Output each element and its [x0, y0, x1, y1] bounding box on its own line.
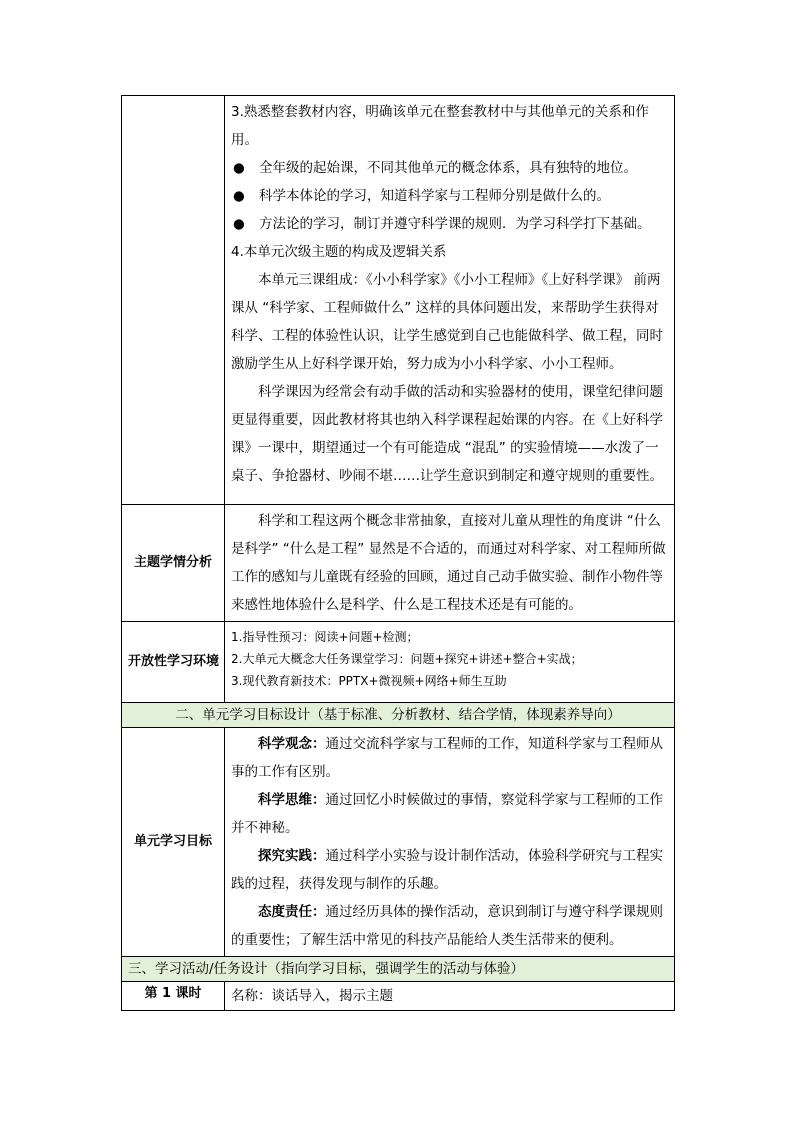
goal-item: 科学思维：通过回忆小时候做过的事情，察觉科学家与工程师的工作并不神秘。: [231, 792, 663, 836]
overview-content-cell: [225, 96, 675, 505]
open-env-label: 开放性学习环境: [122, 622, 225, 703]
section3-header-row: [122, 957, 675, 982]
unit-design-table: [121, 95, 675, 1011]
open-env-row: [122, 622, 675, 703]
paragraph: 科学课因为经常会有动手做的活动和实验器材的使用，课堂纪律问题更显得重要，因此教材将其也纳入科学课程起始课的内容。在《上好科学课》一课中，期望通过一个有可能造成 “混乱” 的实验情境——水泼了一桌子、争抢器材、吵闹不堪……让学生意识到制定和遵守规则的重要性。: [231, 384, 663, 484]
paragraph: 本单元三课组成：《小小科学家》《小小工程师》《上好科学课》 前两课从 “科学家、工程师做什么” 这样的具体问题出发，来帮助学生获得对科学、工程的体验性认识，让学生感觉到自己也能做科学、做工程，同时激励学生从上好科学课开始，努力成为小小科学家、小小工程师。: [231, 272, 663, 372]
bullet-item: ● 科学本体论的学习，知道科学家与工程师分别是做什么的。: [231, 182, 668, 210]
learner-analysis-label: 主题学情分析: [122, 505, 225, 622]
overview-row: [122, 96, 675, 505]
lesson1-label: 第 1 课时: [122, 982, 225, 1011]
list-item: 1.指导性预习：阅读+问题+检测；: [231, 630, 419, 644]
unit-goals-label: 单元学习目标: [122, 728, 225, 957]
section3-header: 三、学习活动/任务设计（指向学习目标，强调学生的活动与体验）: [122, 957, 675, 982]
unit-goals-content: [225, 728, 675, 957]
paragraph: 科学和工程这两个概念非常抽象，直接对儿童从理性的角度讲 “什么是科学” “什么是工程” 显然是不合适的，而通过对科学家、对工程师所做工作的感知与儿童既有经验的回顾，通过自己动手做实验、制作小物件等来感性地体验什么是科学、什么是工程技术还是有可能的。: [231, 513, 666, 613]
overview-label-cell: [122, 96, 225, 505]
open-env-content: [225, 622, 675, 703]
bullet-item: ● 方法论的学习，制订并遵守科学课的规则．为学习科学打下基础。: [231, 210, 668, 238]
lesson1-row: [122, 982, 675, 1011]
item3-title: 3.熟悉整套教材内容，明确该单元在整套教材中与其他单元的关系和作用。: [231, 104, 649, 148]
lesson1-name: 名称：谈话导入，揭示主题: [225, 982, 675, 1011]
item4-title: 4.本单元次级主题的构成及逻辑关系: [231, 244, 447, 260]
learner-analysis-content: [225, 505, 675, 622]
bullet-dot-icon: ●: [233, 216, 245, 232]
learner-analysis-row: [122, 505, 675, 622]
document-page: [121, 95, 674, 1011]
list-item: 2.大单元大概念大任务课堂学习：问题+探究+讲述+整合+实战；: [231, 652, 583, 666]
unit-goals-row: [122, 728, 675, 957]
bullet-dot-icon: ●: [233, 188, 245, 204]
goal-item: 探究实践：通过科学小实验与设计制作活动，体验科学研究与工程实践的过程，获得发现与制作的乐趣。: [231, 848, 663, 892]
bullet-item: ● 全年级的起始课，不同其他单元的概念体系，具有独特的地位。: [231, 154, 668, 182]
goal-item: 科学观念：通过交流科学家与工程师的工作，知道科学家与工程师从事的工作有区别。: [231, 736, 663, 780]
bullet-dot-icon: ●: [233, 160, 245, 176]
section2-header: 二、单元学习目标设计（基于标准、分析教材、结合学情，体现素养导向）: [122, 703, 675, 728]
section2-header-row: [122, 703, 675, 728]
goal-item: 态度责任：通过经历具体的操作活动，意识到制订与遵守科学课规则的重要性；了解生活中常见的科技产品能给人类生活带来的便利。: [231, 904, 663, 948]
list-item: 3.现代教育新技术：PPTX+微视频+网络+师生互助: [231, 674, 507, 688]
